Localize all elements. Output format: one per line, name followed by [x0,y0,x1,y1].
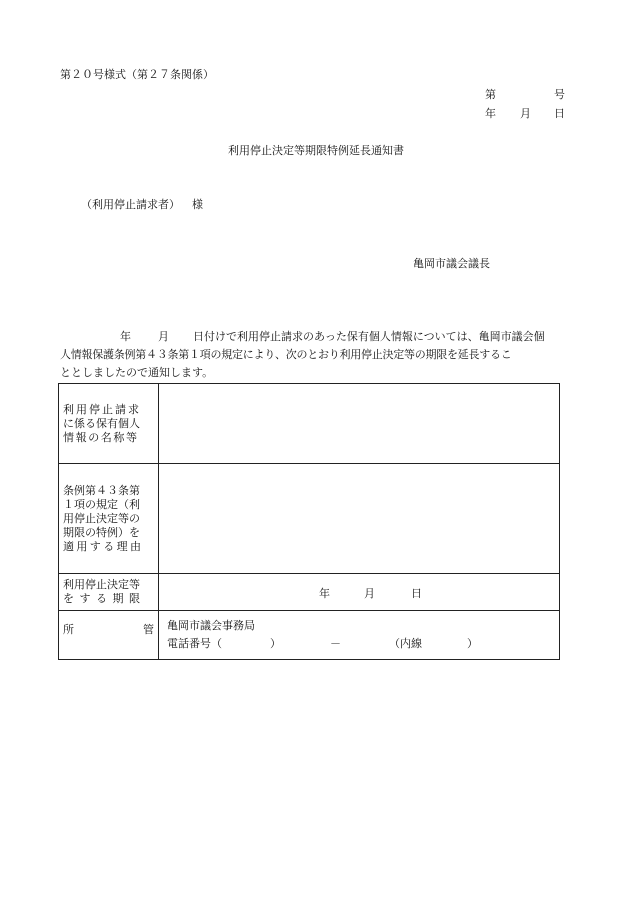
label-line: 用停止決定等の [63,511,140,525]
phone-label: 電話番号（ [167,637,222,650]
phone-dash: － [330,637,341,650]
body-line2: 人情報保護条例第４３条第１項の規定により、次のとおり利用停止決定等の期限を延長するこ [60,348,512,361]
form-number: 第２０号様式（第２７条関係） [60,68,214,81]
label-line: 条例第４３条第 [63,483,140,497]
doc-number-go: 号 [554,88,565,101]
label-office [59,611,159,660]
table-row-office [59,611,560,660]
addressee-name: （利用停止請求者） [81,198,180,211]
label-line: 期限の特例）を [63,525,140,539]
deadline-month: 月 [364,587,375,600]
label-line: 利用停止決定等 [63,578,140,591]
label-line: 適用する理由 [63,539,144,553]
table-row-deadline [59,574,560,611]
table-row-reason [59,464,560,574]
value-office [159,611,560,660]
doc-date-year: 年 [485,107,496,120]
body-month: 月 [158,330,169,343]
body-paragraph [60,328,576,382]
label-line: １項の規定（利 [63,497,140,511]
label-line: に係る保有個人 [63,416,140,430]
label-line: 情報の名称等 [63,430,139,444]
table-row-info-name [59,384,560,464]
phone-close: ） [270,637,281,650]
label-office-left: 所 [63,623,74,636]
body-year: 年 [120,330,131,343]
label-office-right: 管 [143,623,154,636]
doc-date-month: 月 [520,107,531,120]
extension-open: （内線 [389,637,422,650]
label-line: 利用停止請求 [63,402,141,416]
doc-number-dai: 第 [485,88,496,101]
notice-table [58,383,560,660]
document-title: 利用停止決定等期限特例延長通知書 [228,144,404,157]
value-reason[interactable] [159,464,560,574]
label-info-name [59,384,159,464]
deadline-day: 日 [411,587,422,600]
body-line3: ととしましたので通知します。 [60,366,214,379]
label-deadline [59,574,159,611]
label-line: をする期限 [63,592,146,605]
addressee-honorific: 様 [192,198,203,211]
value-deadline[interactable] [159,574,560,611]
sender: 亀岡市議会議長 [413,257,490,270]
extension-close: ） [467,637,478,650]
office-name: 亀岡市議会事務局 [167,619,255,632]
label-reason [59,464,159,574]
doc-date-day: 日 [554,107,565,120]
value-info-name[interactable] [159,384,560,464]
deadline-year: 年 [319,587,330,600]
body-line1: 日付けで利用停止請求のあった保有個人情報については、亀岡市議会個 [193,330,545,343]
